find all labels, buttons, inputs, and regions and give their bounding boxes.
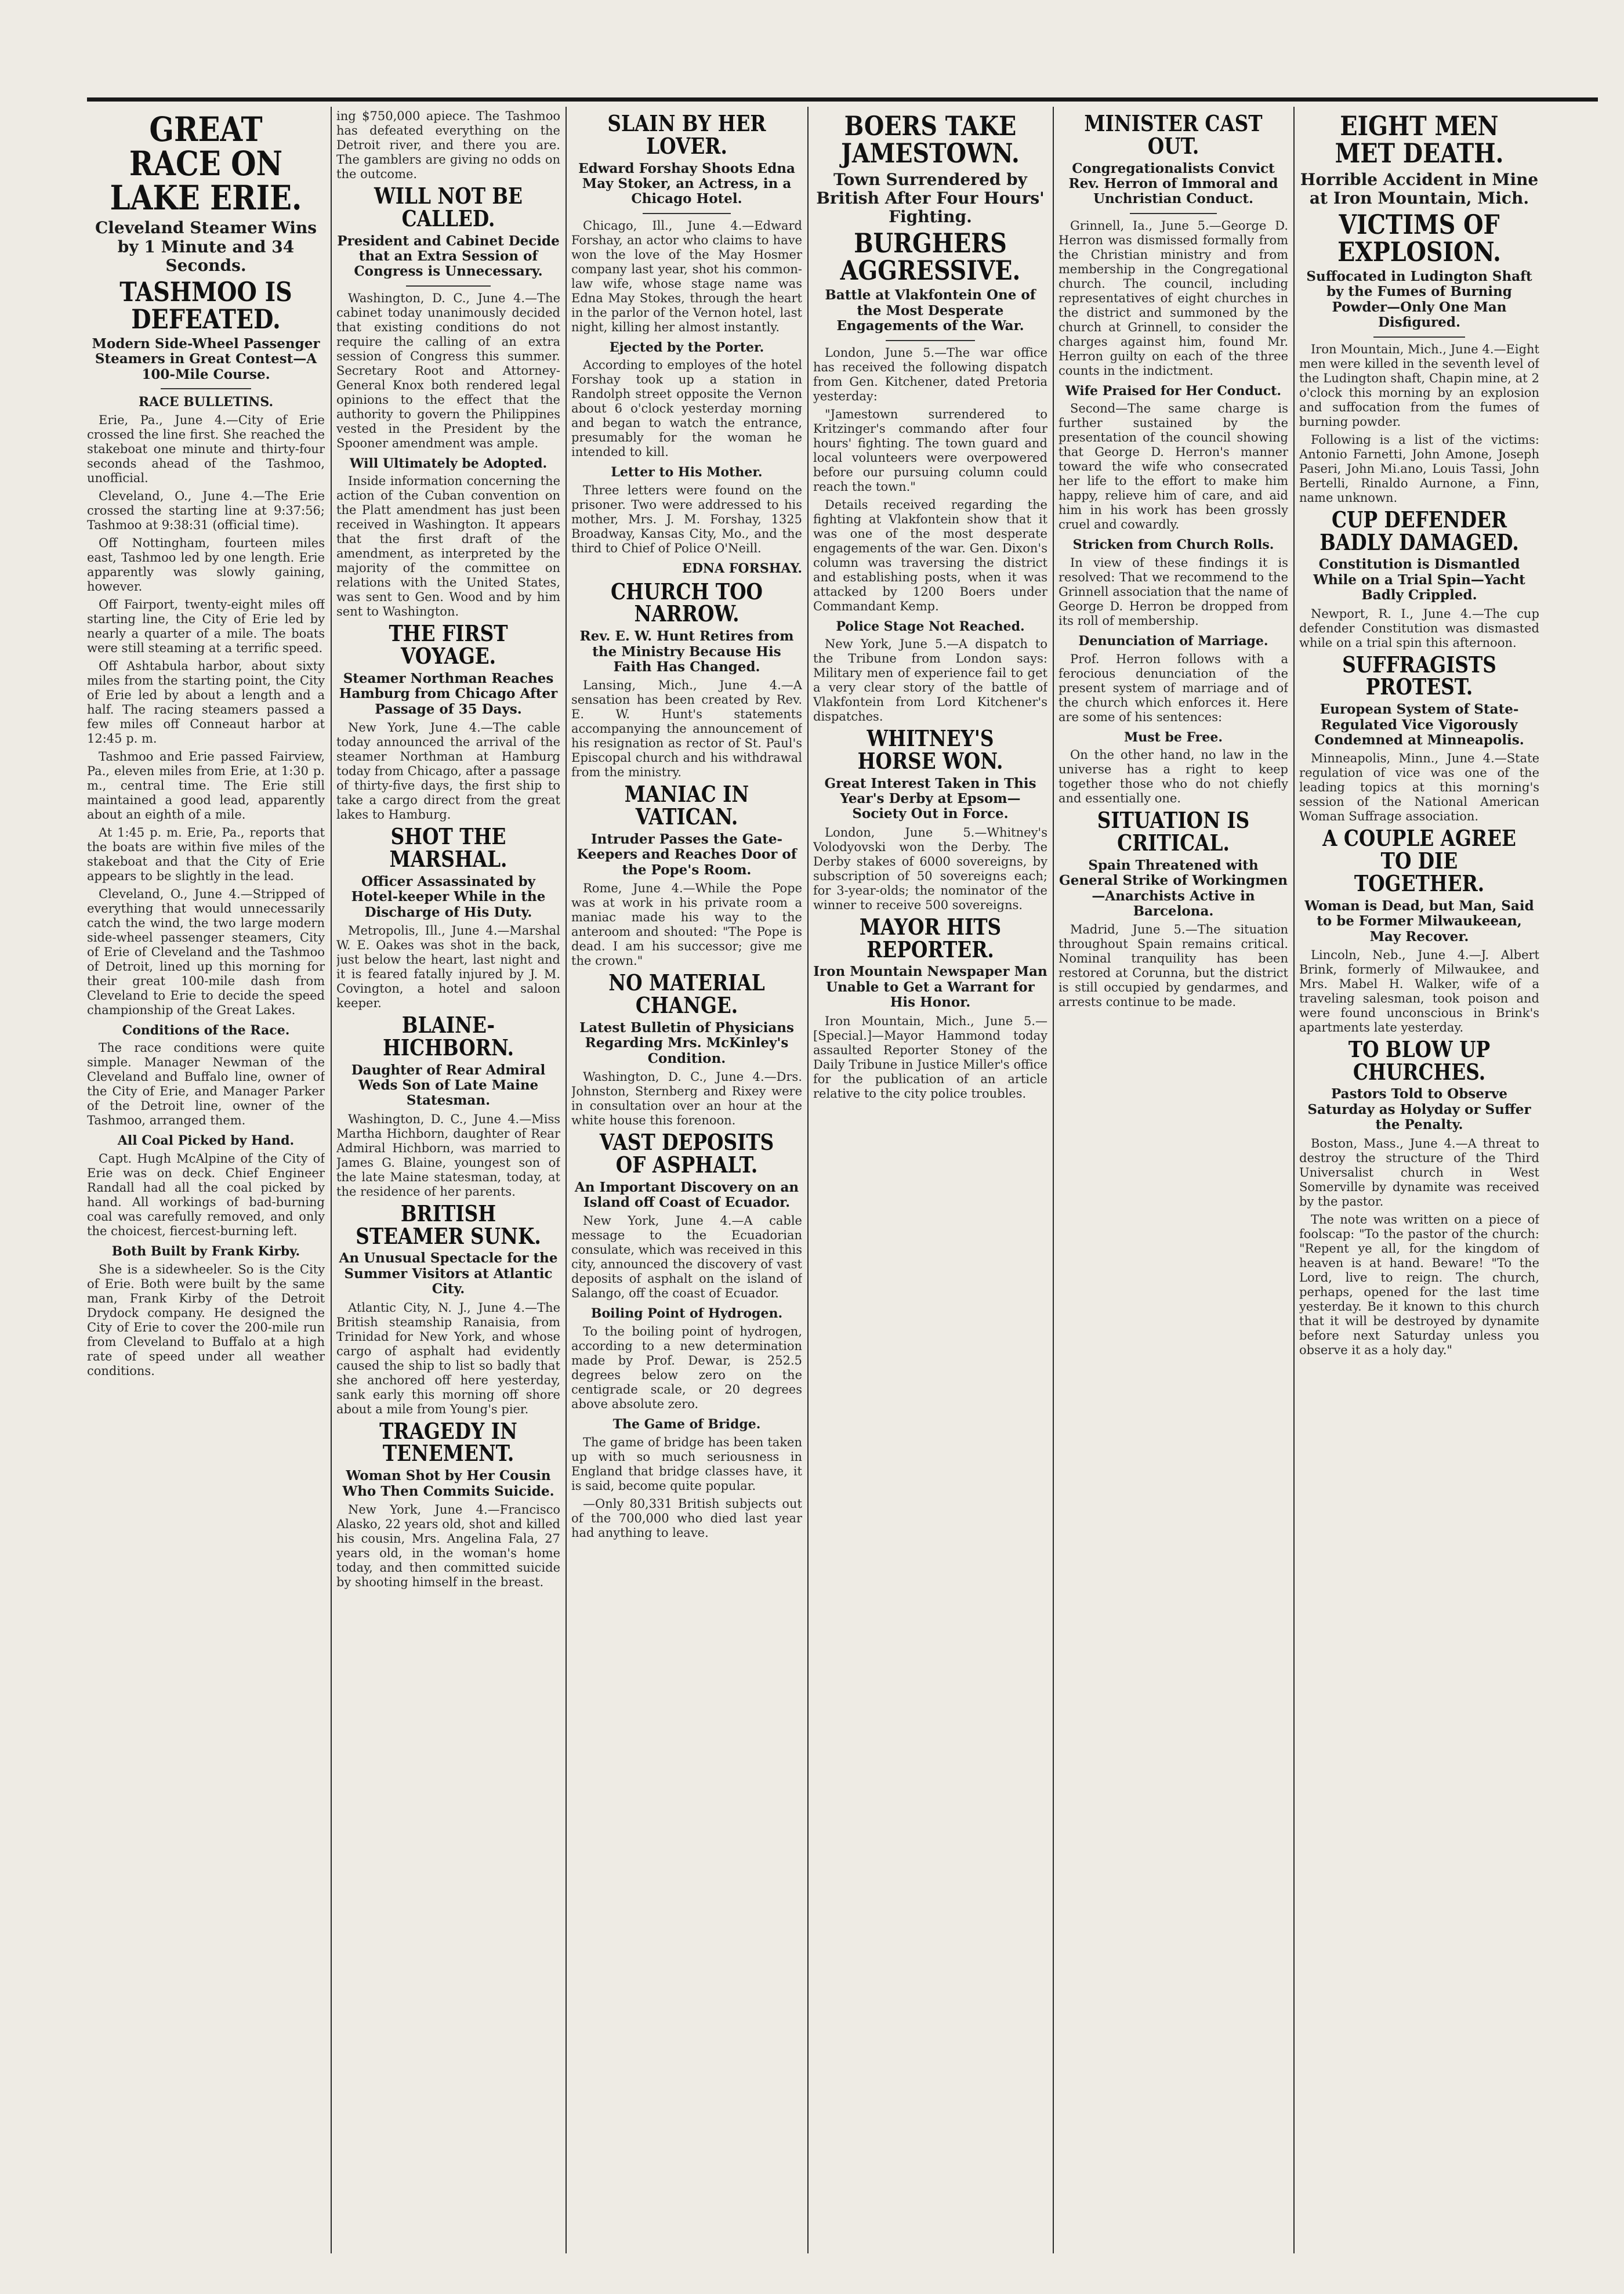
paragraph: To the boiling point of hydrogen, according to a new determination made by Prof. Dewar, is 252.5 degrees below zero on the centigrade scale, or 20 degrees above absolute zero. (571, 1325, 802, 1411)
paragraph: Prof. Herron follows with a ferocious denunciation of the present system of marriage and of the church which enforces it. Here are some of his sentences: (1058, 652, 1288, 724)
paragraph: Boston, Mass., June 4.—A threat to destroy the structure of the Third Universalist church in West Somerville by dynamite was received by the pastor. (1299, 1136, 1539, 1208)
deck: Modern Side-Wheel Passenger Steamers in Great Contest—A 100-Mile Course. (92, 335, 320, 382)
paragraph: London, June 5.—Whitney's Volodyovski won the Derby. The Derby stakes of 6000 sovereigns, by subscription of 50 sovereigns each; for 3-year-olds; the nominator of the winner to receive 500 sovereigns. (813, 825, 1047, 912)
paragraph: Madrid, June 5.—The situation throughout Spain remains critical. Nominal tranquility has been restored at Corunna, but the district is still occupied by gendarmes, and arrests continue to be made. (1058, 922, 1288, 1009)
headline: NO MATERIAL CHANGE. (608, 969, 765, 1018)
deck: Intruder Passes the Gate-Keepers and Reaches Door of the Pope's Room. (577, 831, 797, 878)
paragraph: Minneapolis, Minn., June 4.—State regulation of vice was one of the leading topics at this morning's session of the National American Woman Suffrage association. (1299, 751, 1539, 824)
paragraph: According to employes of the hotel Forshay took up a station in Randolph street opposite the Vernon about 6 o'clock yesterday morning and began to watch the entrance, presumably for the woman he intended to kill. (571, 358, 802, 459)
paragraph: Three letters were found on the prisoner. Two were addressed to his mother, Mrs. J. M. Forshay, 1325 Broadway, Kansas City, Mo., and the third to Chief of Police O'Neill. (571, 483, 802, 555)
paragraph: Atlantic City, N. J., June 4.—The British steamship Ranaisia, from Trinidad for New York, and whose cargo of asphalt had evidently caused the ship to list so badly that she anchored off here yesterday, sank early this morning off shore about a mile from Young's pier. (336, 1300, 560, 1416)
paragraph: Iron Mountain, Mich., June 4.—Eight men were killed in the seventh level of the Ludington shaft, Chapin mine, at 2 o'clock this morning by an explosion and suffocation from the fumes of burning powder. (1299, 342, 1539, 429)
paragraph: At 1:45 p. m. Erie, Pa., reports that the boats are within five miles of the stakeboat and that the City of Erie appears to be slightly in the lead. (87, 825, 325, 883)
paragraph: "Jamestown surrendered to Kritzinger's commando after four hours' fighting. The town guard and local volunteers were overpowered before our pursuing column could reach the town." (813, 407, 1047, 494)
deck: Congregationalists Convict Rev. Herron of Immoral and Unchristian Conduct. (1068, 160, 1278, 207)
deck: President and Cabinet Decide that an Extra Session of Congress is Unnecessary. (337, 233, 560, 280)
deck: Daughter of Rear Admiral Weds Son of Late Maine Statesman. (351, 1062, 546, 1109)
paragraph: On the other hand, no law in the universe has a right to keep together those who do not chiefly and essentially one. (1058, 748, 1288, 806)
paragraph: New York, June 4.—The cable today announced the arrival of the steamer Northman at Hamburg today from Chicago, after a passage of thirty-five days, the first ship to take a cargo direct from the great lakes to Hamburg. (336, 721, 560, 822)
headline: TRAGEDY IN TENEMENT. (379, 1417, 517, 1467)
signature: EDNA FORSHAY. (682, 561, 802, 576)
paragraph: Newport, R. I., June 4.—The cup defender Constitution was dismasted while on a trial spin this afternoon. (1299, 606, 1539, 650)
headline: EIGHT MEN MET DEATH. (1335, 110, 1504, 169)
headline: THE FIRST VOYAGE. (389, 620, 508, 670)
deck: Town Surrendered by British After Four Hours' Fighting. (816, 169, 1045, 227)
headline: GREAT RACE ON LAKE ERIE. (110, 110, 302, 218)
subhead: Both Built by Frank Kirby. (111, 1243, 300, 1259)
paragraph: Cleveland, O., June 4.—Stripped of everything that would unnecessarily catch the wind, the two large modern side-wheel passenger steamers, City of Erie of Cleveland and the Tashmoo of Detroit, lined up this morning for their great 100-mile dash from Cleveland to Erie to decide the speed championship of the Great Lakes. (87, 887, 325, 1017)
separator (161, 388, 251, 389)
paragraph: New York, June 4.—A cable message to the Ecuadorian consulate, which was received in this city, announced the discovery of vast deposits of asphalt on the island of Salango, off the coast of Ecuador. (571, 1214, 802, 1301)
deck: Officer Assassinated by Hotel-keeper While in the Discharge of His Duty. (351, 873, 546, 920)
paragraph: New York, June 4.—Francisco Alasko, 22 years old, shot and killed his cousin, Mrs. Angelina Fala, 27 years old, in the woman's home today, and then committed suicide by shooting himself in the breast. (336, 1503, 560, 1590)
paragraph: Off Nottingham, fourteen miles east, Tashmoo led by one length. Erie apparently was slowly gaining, however. (87, 535, 325, 594)
headline: SLAIN BY HER LOVER. (607, 110, 766, 159)
paragraph: Following is a list of the victims: Antonio Farnetti, John Amone, Joseph Paseri, John Mi.ano, Louis Tassi, John Bertelli, Rinaldo Aurnone, a Finn, name unknown. (1299, 432, 1539, 505)
headline: VICTIMS OF EXPLOSION. (1337, 209, 1501, 268)
subhead: Police Stage Not Reached. (836, 618, 1025, 634)
subhead: Will Ultimately be Adopted. (349, 455, 548, 471)
paragraph: She is a sidewheeler. So is the City of Erie. Both were built by the same man, Frank Kirby of the Detroit Drydock company. He designed the City of Erie to cover the 200-mile run from Cleveland to Buffalo at a high rate of speed under all weather conditions. (87, 1262, 325, 1378)
deck: Horrible Accident in Mine at Iron Mountain, Mich. (1300, 169, 1539, 208)
paragraph: Capt. Hugh McAlpine of the City of Erie was on deck. Chief Engineer Randall had all the coal picked by hand. All workings of bad-burning coal was carefully removed, and only the choicest, fiercest-burning left. (87, 1151, 325, 1238)
subhead: Denunciation of Marriage. (1078, 634, 1268, 649)
paragraph: Cleveland, O., June 4.—The Erie crossed the starting line at 9:37:56; Tashmoo at 9:38:31 (official time). (87, 489, 325, 532)
subhead: Wife Praised for Her Conduct. (1065, 383, 1282, 399)
paragraph: Washington, D. C., June 4.—The cabinet today unanimously decided that existing conditions do not require the calling of an extra session of Congress this summer. Secretary Root and Attorney-General Knox both rendered legal opinions to the effect that the authority to govern the Philippines vested in the President by the Spooner amendment was ample. (336, 291, 560, 450)
headline: TASHMOO IS DEFEATED. (119, 276, 292, 335)
paragraph: Erie, Pa., June 4.—City of Erie crossed the line first. She reached the stakeboat one minute and thirty-four seconds ahead of the Tashmoo, unofficial. (87, 413, 325, 485)
deck: Latest Bulletin of Physicians Regarding Mrs. McKinley's Condition. (579, 1019, 794, 1066)
headline: BLAINE-HICHBORN. (382, 1012, 514, 1061)
subhead: Conditions of the Race. (122, 1022, 290, 1038)
paragraph: Off Ashtabula harbor, about sixty miles from the starting point, the City of Erie led by about a length and a half. The racing steamers passed a few miles off Conneaut harbor at 12:45 p. m. (87, 658, 325, 746)
headline: BURGHERS AGGRESSIVE. (840, 227, 1021, 287)
paragraph: Iron Mountain, Mich., June 5.—[Special.]—Mayor Hammond today assaulted Reporter Stoney of the Daily Tribune in Justice Miller's office for the publication of an article relative to the city police troubles. (813, 1014, 1047, 1101)
headline: VAST DEPOSITS OF ASPHALT. (599, 1129, 774, 1178)
headline: SUFFRAGISTS PROTEST. (1342, 651, 1496, 700)
paragraph: Tashmoo and Erie passed Fairview, Pa., eleven miles from Erie, at 1:30 p. m., central time. The Erie still maintained a good lead, apparently about an eighth of a mile. (87, 749, 325, 822)
subhead: Ejected by the Porter. (609, 339, 764, 355)
paragraph: ing $750,000 apiece. The Tashmoo has defeated everything on the Detroit river, and there you are. The gamblers are giving no odds on the outcome. (336, 109, 560, 181)
subhead: Must be Free. (1123, 729, 1223, 745)
separator (886, 340, 975, 341)
separator (1373, 336, 1464, 338)
column-rule (1053, 107, 1054, 2253)
headline: A COUPLE AGREE TO DIE TOGETHER. (1322, 825, 1516, 896)
paragraph: Lansing, Mich., June 4.—A sensation has been created by Rev. E. W. Hunt's statements accompanying the announcement of his resignation as rector of St. Paul's Episcopal church and his withdrawal from the ministry. (571, 678, 802, 780)
deck: An Important Discovery on an Island off Coast of Ecuador. (574, 1179, 799, 1210)
deck: Battle at Vlakfontein One of the Most Desperate Engagements of the War. (825, 287, 1036, 334)
headline: CUP DEFENDER BADLY DAMAGED. (1320, 506, 1519, 555)
paragraph: Off Fairport, twenty-eight miles off starting line, the City of Erie led by nearly a quarter of a mile. The boats were still steaming at a terrific speed. (87, 597, 325, 655)
subhead: The Game of Bridge. (612, 1417, 761, 1432)
paragraph: —Only 80,331 British subjects out of the 700,000 who died last year had anything to leave. (571, 1496, 802, 1540)
deck: Woman is Dead, but Man, Said to be Former Milwaukeean, May Recover. (1304, 898, 1534, 945)
deck: Pastors Told to Observe Saturday as Holyday or Suffer the Penalty. (1307, 1086, 1531, 1133)
headline: MINISTER CAST OUT. (1084, 110, 1263, 159)
headline: WILL NOT BE CALLED. (374, 183, 523, 231)
paragraph: Details received regarding the fighting at Vlakfontein show that it was one of the most desperate engagements of the war. Gen. Dixon's column was traversing the district and establishing posts, when it was attacked by 1200 Boers under Commandant Kemp. (813, 497, 1047, 613)
top-rule (87, 97, 1598, 102)
column-6 (1299, 109, 1539, 2250)
subhead: Stricken from Church Rolls. (1072, 537, 1274, 553)
paragraph: The race conditions were quite simple. Manager Newman of the Cleveland and Buffalo line, owner of the City of Erie, and Manager Parker of the Detroit line, owner of the Tashmoo, arranged them. (87, 1041, 325, 1128)
paragraph: Second—The same charge is further sustained by the presentation of the council showing that George D. Herron's manner toward the wife who consecrated her life to the effort to make him happy, relieve him of care, and aid him in his work has been grossly cruel and cowardly. (1058, 401, 1288, 532)
deck: Woman Shot by Her Cousin Who Then Commits Suicide. (342, 1468, 554, 1499)
deck: Spain Threatened with General Strike of Workingmen—Anarchists Active in Barcelona. (1059, 857, 1288, 919)
deck: Iron Mountain Newspaper Man Unable to Get a Warrant for His Honor. (813, 964, 1047, 1011)
paragraph: Chicago, Ill., June 4.—Edward Forshay, an actor who claims to have won the love of the May Hosmer company last year, shot his common-law wife, whose stage name was Edna May Stokes, through the heart in the parlor of the Vernon hotel, last night, killing her almost instantly. (571, 218, 802, 334)
deck: Steamer Northman Reaches Hamburg from Chicago After Passage of 35 Days. (339, 670, 558, 717)
deck: European System of State-Regulated Vice Vigorously Condemned at Minneapolis. (1314, 701, 1524, 748)
headline: SHOT THE MARSHAL. (389, 823, 507, 872)
paragraph: The note was written on a piece of foolscap: "To the pastor of the church: "Repent ye all, for the kingdom of heaven is at hand. Beware! "To the Lord, live to reign. The church, perhaps, opened for the last time yesterday. Be it known to this church that it will be destroyed by dynamite before next Saturday unless you observe it as a holy day." (1299, 1212, 1539, 1357)
subhead: Boiling Point of Hydrogen. (590, 1306, 783, 1322)
separator (406, 285, 491, 287)
separator (643, 213, 730, 214)
paragraph: In view of these findings it is resolved: That we recommend to the Grinnell association that the name of George D. Herron be dropped from its roll of membership. (1058, 556, 1288, 628)
headline: BOERS TAKE JAMESTOWN. (841, 110, 1020, 169)
headline: SITUATION IS CRITICAL. (1097, 807, 1250, 856)
column-3 (571, 109, 802, 2250)
column-rule (566, 107, 567, 2253)
subhead: Letter to His Mother. (611, 465, 763, 480)
separator (1130, 213, 1217, 214)
subhead: RACE BULLETINS. (138, 395, 274, 410)
headline: MAYOR HITS REPORTER. (859, 913, 1002, 963)
deck: Rev. E. W. Hunt Retires from the Ministry Because His Faith Has Changed. (579, 628, 794, 675)
deck: Cleveland Steamer Wins by 1 Minute and 34 Seconds. (95, 218, 317, 275)
column-4 (813, 109, 1047, 2250)
column-1 (87, 109, 325, 2250)
paragraph: Washington, D. C., June 4.—Miss Martha Hichborn, daughter of Rear Admiral Hichborn, was married to James G. Blaine, youngest son of the late Maine statesman, today, at the residence of her parents. (336, 1112, 560, 1199)
deck: Edward Forshay Shoots Edna May Stoker, an Actress, in a Chicago Hotel. (578, 160, 795, 207)
paragraph: Washington, D. C., June 4.—Drs. Johnston, Sternberg and Rixey were in consultation over an hour at the white house this forenoon. (571, 1070, 802, 1128)
headline: MANIAC IN VATICAN. (624, 781, 749, 830)
column-5 (1058, 109, 1288, 2250)
deck: Great Interest Taken in This Year's Derby at Epsom—Society Out in Force. (824, 775, 1036, 822)
headline: TO BLOW UP CHURCHES. (1348, 1036, 1491, 1085)
deck: Constitution is Dismantled While on a Trial Spin—Yacht Badly Crippled. (1313, 556, 1525, 603)
paragraph: Inside information concerning the action of the Cuban convention on the Platt amendment has just been received in Washington. It appears that the first draft of the amendment, as interpreted by the majority of the committee on relations with the United States, was sent to Gen. Wood and by him sent to Washington. (336, 474, 560, 619)
paragraph: Grinnell, Ia., June 5.—George D. Herron was dismissed formally from the Christian ministry and from membership in the Congregational church. The council, including representatives of eight churches in the district and summoned by the church at Grinnell, to consider the charges against him, found Mr. Herron guilty on each of the three counts in the indictment. (1058, 218, 1288, 378)
deck: An Unusual Spectacle for the Summer Visitors at Atlantic City. (339, 1250, 558, 1297)
paragraph: New York, June 5.—A dispatch to the Tribune from London says: Military men of experience fail to get a very clear story of the battle of Vlakfontein from Lord Kitchener's dispatches. (813, 637, 1047, 724)
column-rule (331, 107, 332, 2253)
deck: Suffocated in Ludington Shaft by the Fumes of Burning Powder—Only One Man Disfigured. (1306, 269, 1532, 331)
paragraph: Rome, June 4.—While the Pope was at work in his private room a maniac made his way to the anteroom and shouted: "The Pope is dead. I am his successor; give me the crown." (571, 881, 802, 968)
column-2 (336, 109, 560, 2250)
headline: CHURCH TOO NARROW. (610, 578, 763, 627)
paragraph: Metropolis, Ill., June 4.—Marshal W. E. Oakes was shot in the back, just below the heart, last night and it is feared fatally injured by J. M. Covington, a hotel and saloon keeper. (336, 924, 560, 1011)
headline: WHITNEY'S HORSE WON. (857, 725, 1003, 774)
column-rule (807, 107, 809, 2253)
column-rule (1293, 107, 1295, 2253)
paragraph: London, June 5.—The war office has received the following dispatch from Gen. Kitchener, dated Pretoria yesterday: (813, 345, 1047, 403)
subhead: All Coal Picked by Hand. (117, 1133, 295, 1149)
headline: BRITISH STEAMER SUNK. (356, 1200, 541, 1249)
paragraph: Lincoln, Neb., June 4.—J. Albert Brink, formerly of Milwaukee, and Mrs. Mabel H. Walker, wife of a traveling salesman, took poison and were found unconscious in Brink's apartments late yesterday. (1299, 947, 1539, 1034)
paragraph: The game of bridge has been taken up with so much seriousness in England that bridge classes have, it is said, become quite popular. (571, 1435, 802, 1493)
